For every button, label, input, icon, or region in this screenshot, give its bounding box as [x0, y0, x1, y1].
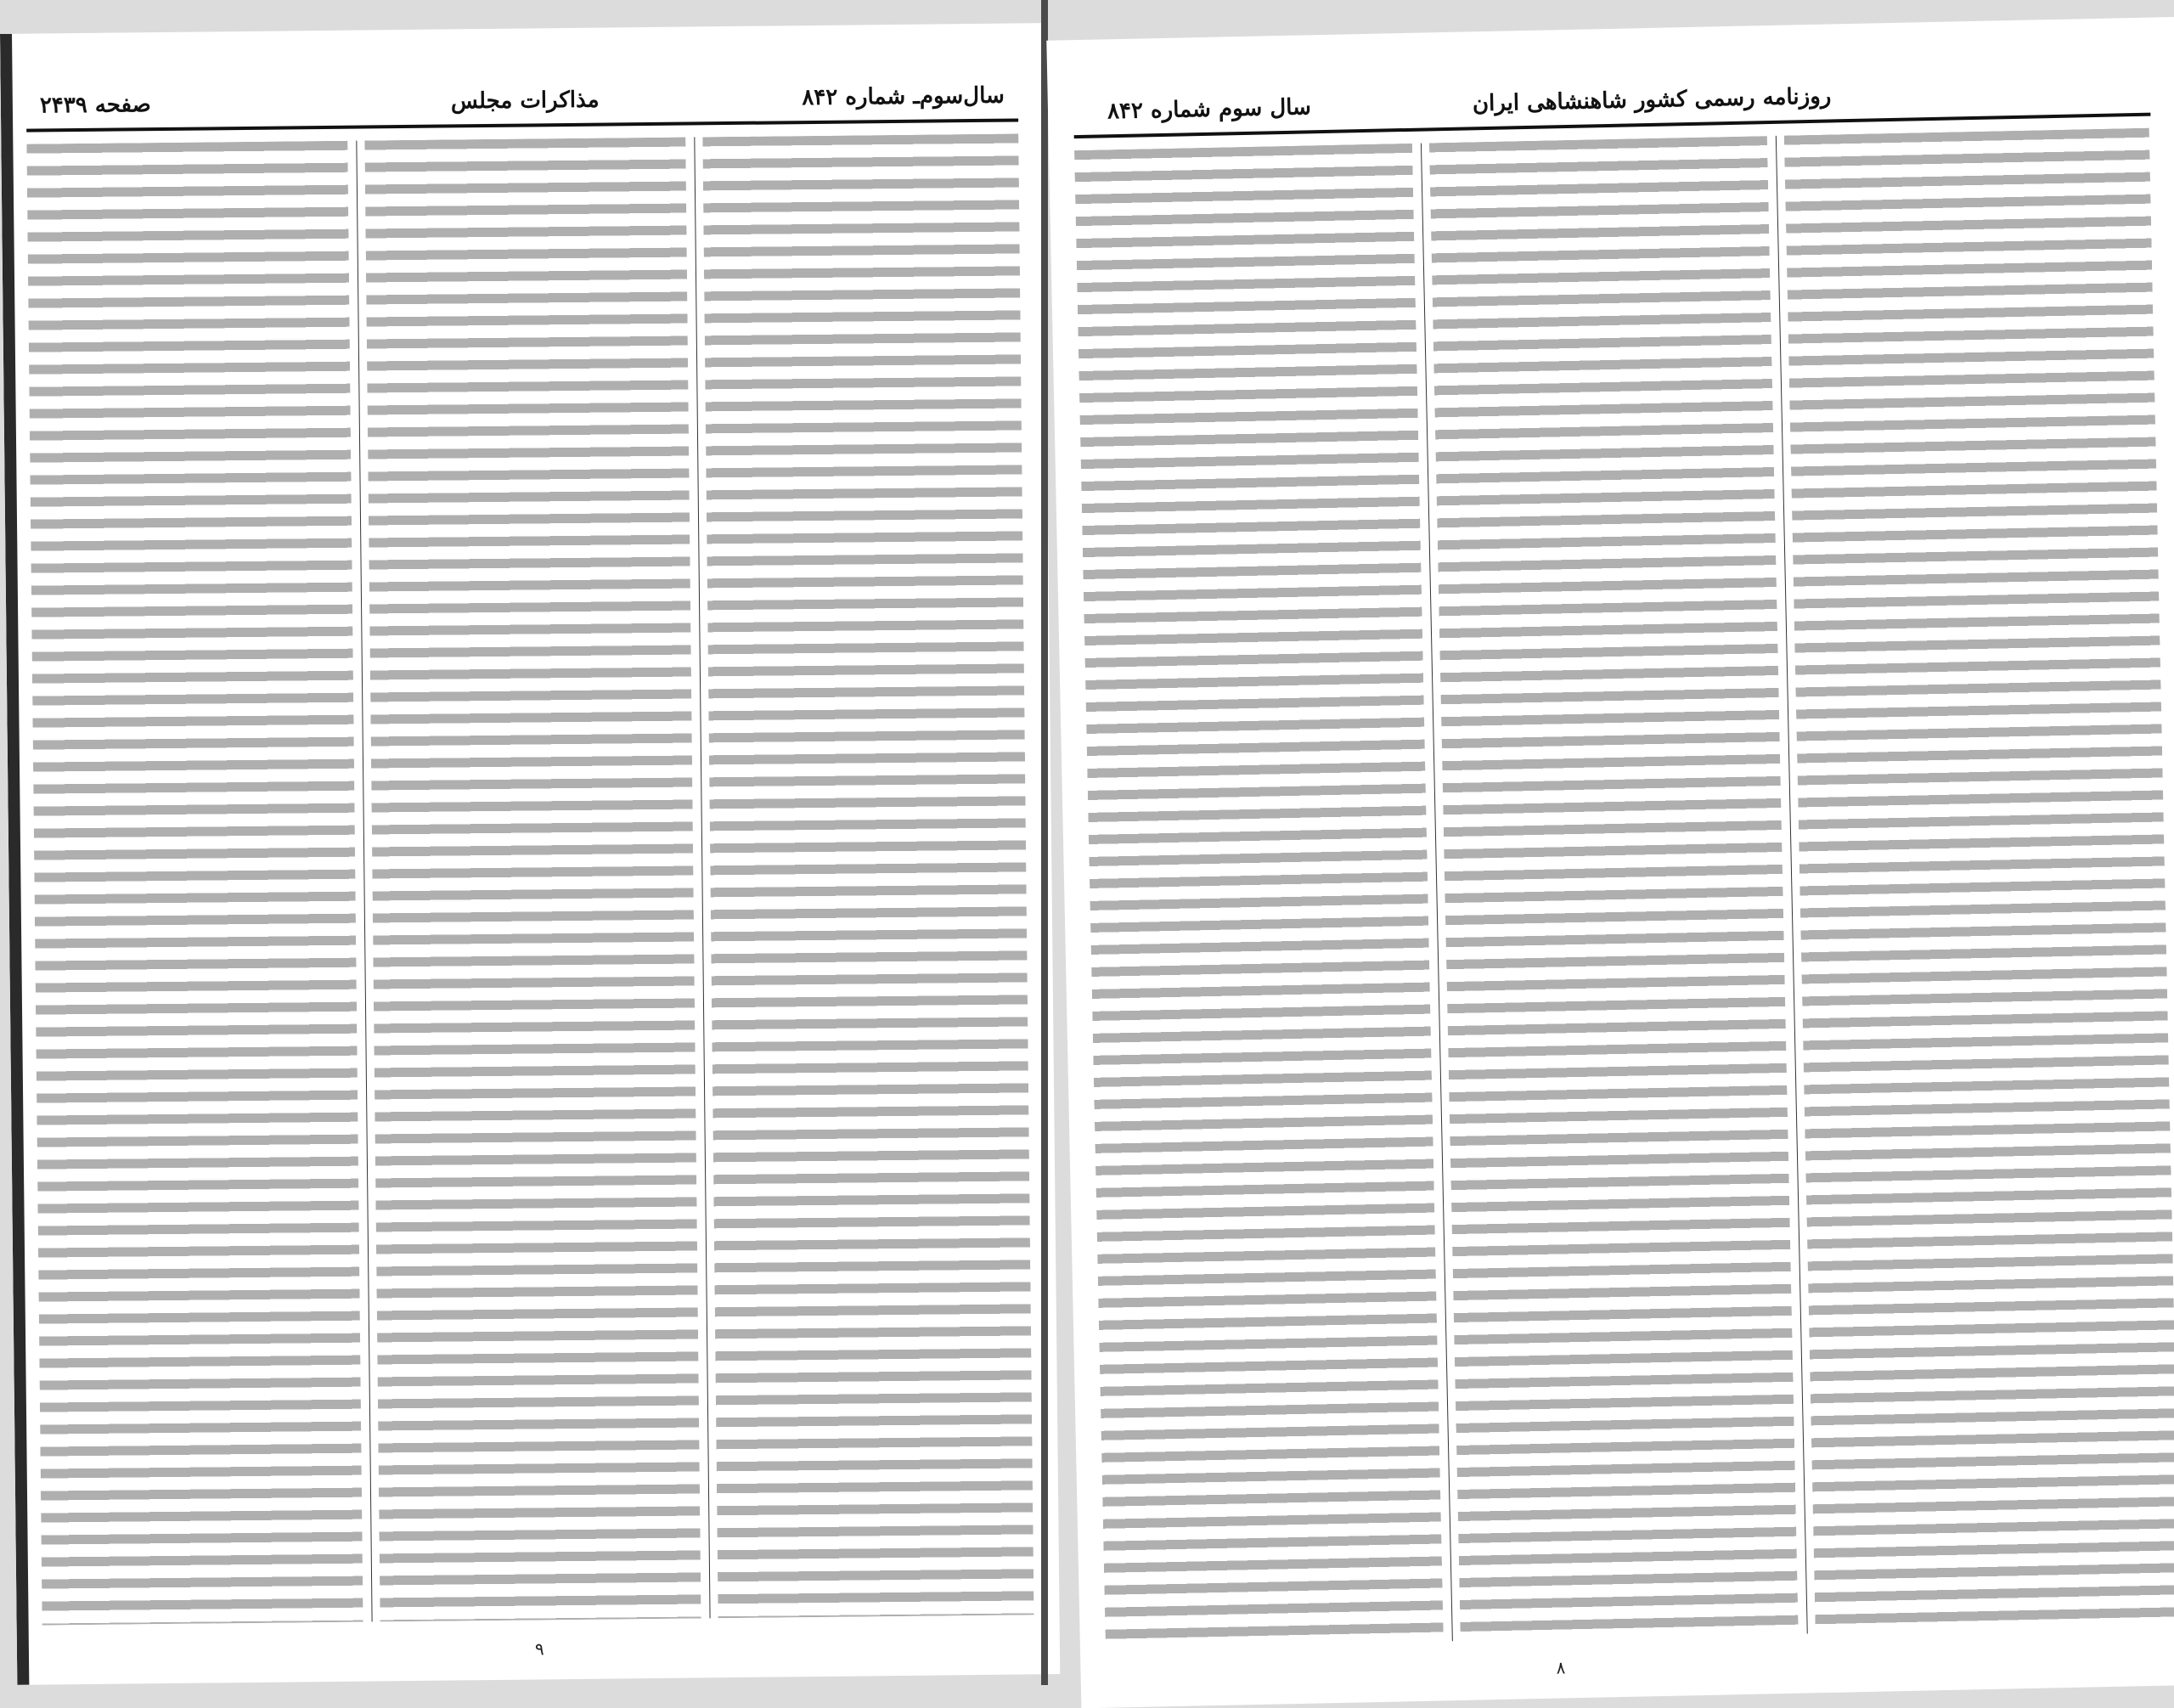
page-footer-number: ۹: [534, 1638, 544, 1660]
section-title: مذاکرات مجلس: [450, 87, 600, 115]
right-page: [1046, 17, 2174, 1708]
page-gutter: [1041, 0, 1048, 1685]
page-number: صفحه ۲۴۳۹: [39, 92, 151, 119]
scan-edge: [0, 34, 29, 1685]
page-footer-number: ۸: [1556, 1657, 1566, 1678]
text-column: [1429, 136, 1799, 1641]
text-column: [1074, 144, 1444, 1649]
text-column: [1784, 128, 2174, 1634]
newspaper-title: روزنامه رسمی کشور شاهنشاهی ایران: [1472, 83, 1832, 117]
issue-label: سال سوم شماره ۸۴۲: [1107, 94, 1312, 125]
text-column: [364, 138, 701, 1622]
text-column: [702, 133, 1033, 1618]
left-page: [0, 23, 1060, 1685]
right-page-header: [1073, 70, 2151, 139]
issue-label: سال‌سوم‌ـ شماره ۸۴۲: [802, 82, 1005, 111]
text-column: [26, 141, 363, 1626]
left-page-header: [26, 76, 1019, 132]
